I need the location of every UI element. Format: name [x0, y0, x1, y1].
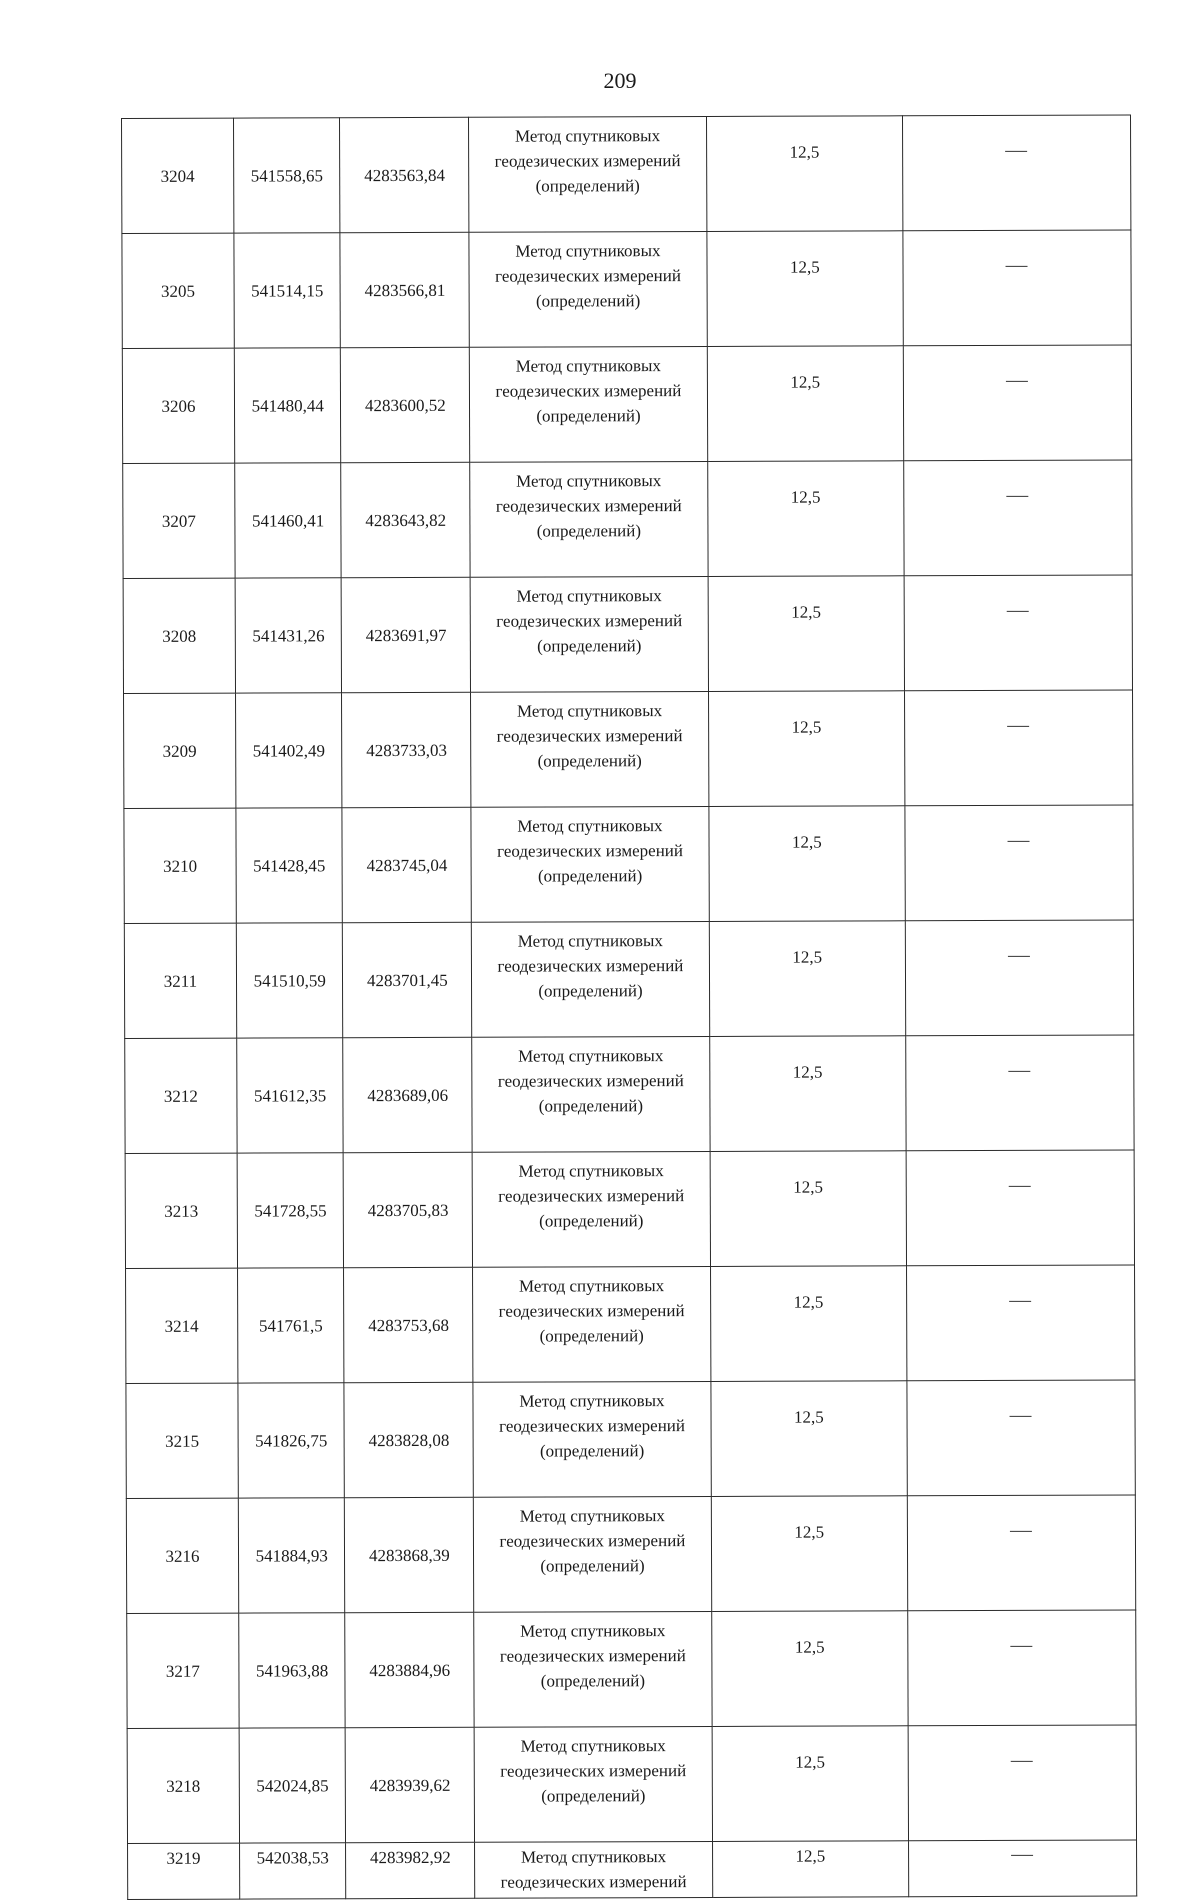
table-row: [126, 1380, 1135, 1499]
coordinate-x-cell: 541963,88: [239, 1613, 346, 1728]
table-row: [124, 690, 1133, 809]
dash-mark: [1011, 1761, 1033, 1762]
method-text-line: Метод спутниковых: [514, 126, 661, 146]
table-row: [128, 1840, 1137, 1900]
method-text-line: геодезических измерений: [499, 1646, 686, 1666]
method-cell: [471, 806, 709, 922]
method-text-line: Метод спутниковых: [520, 1736, 666, 1756]
note-cell: [906, 1150, 1134, 1266]
dash-mark: [1010, 1531, 1032, 1532]
note-cell: [903, 230, 1131, 346]
coordinate-x-cell: 541514,15: [234, 233, 341, 348]
note-cell: [907, 1380, 1135, 1496]
method-text-line: (определений): [536, 521, 642, 541]
coordinate-y-cell: 4283566,81: [340, 232, 469, 347]
method-cell: [470, 346, 708, 462]
accuracy-cell: 12,5: [708, 691, 905, 807]
method-text-line: (определений): [541, 1786, 646, 1806]
method-text-line: геодезических измерений: [499, 1531, 686, 1551]
coordinate-y-cell: 4283939,62: [346, 1727, 475, 1842]
coordinate-y-cell: 4283745,04: [342, 807, 471, 922]
table-row: [122, 230, 1131, 349]
note-cell: [908, 1725, 1136, 1841]
coordinate-y-cell: 4283982,92: [346, 1842, 475, 1898]
method-text-line: геодезических измерений: [500, 1761, 687, 1781]
method-text-line: геодезических измерений: [498, 1186, 685, 1206]
accuracy-cell: 12,5: [706, 116, 903, 232]
method-text-line: Метод спутниковых: [519, 1391, 665, 1411]
dash-mark: [1007, 611, 1029, 612]
accuracy-cell: 12,5: [712, 1726, 909, 1842]
note-cell: [906, 1265, 1134, 1381]
coordinate-y-cell: 4283705,83: [344, 1152, 473, 1267]
method-cell: [473, 1266, 711, 1382]
table-body: [122, 115, 1137, 1900]
method-cell: [474, 1726, 712, 1842]
table-row: [127, 1610, 1136, 1729]
table-row: [126, 1495, 1135, 1614]
note-cell: [905, 920, 1133, 1036]
method-text-line: Метод спутниковых: [517, 816, 663, 836]
accuracy-cell: 12,5: [710, 1266, 907, 1382]
coordinate-y-cell: 4283691,97: [342, 577, 471, 692]
method-cell: [471, 691, 709, 807]
coordinate-x-cell: 542024,85: [239, 1728, 346, 1843]
dash-mark: [1007, 496, 1029, 497]
coordinates-table-wrapper: [121, 114, 1136, 1892]
table-row: [125, 1150, 1134, 1269]
method-cell: [472, 1036, 710, 1152]
coordinate-x-cell: 541612,35: [237, 1038, 344, 1153]
dash-mark: [1006, 381, 1028, 382]
coordinate-y-cell: 4283701,45: [343, 922, 472, 1037]
method-cell: [470, 576, 708, 692]
point-number-cell: 3209: [124, 693, 236, 808]
dash-mark: [1006, 151, 1028, 152]
dash-mark: [1011, 1646, 1033, 1647]
page-number: 209: [603, 68, 637, 93]
method-text-line: (определений): [536, 406, 641, 426]
accuracy-cell: 12,5: [709, 806, 906, 922]
coordinate-x-cell: 541728,55: [237, 1153, 344, 1268]
point-number-cell: 3204: [122, 118, 234, 233]
coordinate-x-cell: 541431,26: [235, 578, 342, 693]
method-cell: [473, 1381, 711, 1497]
note-cell: [909, 1840, 1137, 1897]
table-row: [122, 115, 1131, 234]
method-cell: [472, 1151, 710, 1267]
table-row: [125, 1035, 1134, 1154]
method-cell: [469, 116, 707, 232]
note-cell: [908, 1610, 1136, 1726]
table-row: [123, 460, 1132, 579]
coordinate-y-cell: 4283884,96: [345, 1612, 474, 1727]
method-text-line: Метод спутниковых: [517, 931, 663, 951]
point-number-cell: 3210: [124, 808, 236, 923]
point-number-cell: 3216: [126, 1498, 238, 1613]
coordinate-x-cell: 541428,45: [236, 808, 343, 923]
point-number-cell: 3208: [123, 578, 235, 693]
point-number-cell: 3218: [127, 1728, 239, 1843]
note-cell: [902, 115, 1130, 231]
coordinate-y-cell: 4283563,84: [340, 117, 469, 232]
accuracy-cell: 12,5: [711, 1496, 908, 1612]
accuracy-cell: 12,5: [708, 576, 905, 692]
method-text-line: (определений): [535, 176, 640, 196]
method-text-line: Метод спутниковых: [518, 1046, 664, 1066]
accuracy-cell: 12,5: [707, 346, 904, 462]
method-text-line: (определений): [535, 291, 641, 311]
method-text-line: геодезических измерений: [495, 266, 681, 286]
point-number-cell: 3213: [125, 1153, 237, 1268]
coordinate-y-cell: 4283753,68: [344, 1267, 473, 1382]
dash-mark: [1010, 1416, 1032, 1417]
accuracy-cell: 12,5: [710, 1151, 907, 1267]
dash-mark: [1008, 956, 1030, 957]
method-text-line: (определений): [538, 981, 643, 1001]
coordinate-x-cell: 542038,53: [239, 1843, 346, 1899]
method-text-line: геодезических измерений: [497, 841, 683, 861]
coordinate-x-cell: 541826,75: [238, 1383, 345, 1498]
method-text-line: (определений): [538, 1096, 644, 1116]
method-text-line: (определений): [540, 1556, 645, 1576]
accuracy-cell: 12,5: [707, 461, 904, 577]
point-number-cell: 3217: [127, 1613, 239, 1728]
method-text-line: Метод спутниковых: [516, 471, 662, 491]
note-cell: [905, 805, 1133, 921]
accuracy-cell: 12,5: [709, 1036, 906, 1152]
method-text-line: геодезических измерений: [499, 1416, 686, 1436]
accuracy-cell: 12,5: [712, 1841, 908, 1898]
method-text-line: (определений): [539, 1441, 645, 1461]
method-text-line: Метод спутниковых: [518, 1161, 664, 1181]
method-text-line: геодезических измерений: [495, 381, 682, 401]
method-cell: [469, 231, 707, 347]
method-cell: [470, 461, 708, 577]
method-text-line: Метод спутниковых: [515, 241, 661, 261]
point-number-cell: 3207: [123, 463, 235, 578]
method-text-line: геодезических измерений: [500, 1872, 687, 1892]
method-text-line: геодезических измерений: [496, 611, 683, 631]
method-text-line: геодезических измерений: [498, 1301, 685, 1321]
method-text-line: (определений): [540, 1671, 646, 1691]
method-text-line: геодезических измерений: [494, 151, 681, 171]
coordinate-x-cell: 541460,41: [235, 463, 342, 578]
table-row: [127, 1725, 1136, 1844]
method-cell: [475, 1841, 713, 1898]
point-number-cell: 3212: [125, 1038, 237, 1153]
method-text-line: (определений): [539, 1211, 644, 1231]
table-row: [123, 575, 1132, 694]
method-text-line: геодезических измерений: [497, 956, 684, 976]
dash-mark: [1008, 726, 1030, 727]
coordinate-x-cell: 541480,44: [234, 348, 341, 463]
coordinate-y-cell: 4283689,06: [343, 1037, 472, 1152]
method-text-line: Метод спутниковых: [518, 1276, 665, 1296]
table-row: [124, 920, 1133, 1039]
coordinate-x-cell: 541761,5: [237, 1268, 344, 1383]
method-text-line: Метод спутниковых: [520, 1621, 666, 1641]
method-text-line: Метод спутниковых: [516, 586, 662, 606]
note-cell: [904, 575, 1132, 691]
accuracy-cell: 12,5: [707, 231, 904, 347]
note-cell: [907, 1495, 1135, 1611]
point-number-cell: 3214: [126, 1268, 238, 1383]
method-cell: [474, 1611, 712, 1727]
coordinate-y-cell: 4283643,82: [341, 462, 470, 577]
coordinate-y-cell: 4283600,52: [341, 347, 470, 462]
dash-mark: [1012, 1855, 1034, 1856]
method-cell: [472, 921, 710, 1037]
dash-mark: [1010, 1301, 1032, 1302]
point-number-cell: 3211: [124, 923, 236, 1038]
note-cell: [904, 460, 1132, 576]
coordinate-x-cell: 541884,93: [238, 1498, 345, 1613]
note-cell: [906, 1035, 1134, 1151]
method-text-line: Метод спутниковых: [519, 1506, 665, 1526]
coordinate-x-cell: 541558,65: [233, 118, 340, 233]
point-number-cell: 3219: [128, 1843, 240, 1899]
coordinate-x-cell: 541510,59: [236, 923, 343, 1038]
coordinate-x-cell: 541402,49: [235, 693, 342, 808]
table-row: [124, 805, 1133, 924]
method-cell: [474, 1496, 712, 1612]
point-number-cell: 3206: [122, 348, 234, 463]
note-cell: [903, 345, 1131, 461]
method-text-line: (определений): [537, 636, 642, 656]
method-text-line: (определений): [537, 866, 643, 886]
point-number-cell: 3215: [126, 1383, 238, 1498]
accuracy-cell: 12,5: [709, 921, 906, 1037]
method-text-line: Метод спутниковых: [516, 701, 663, 721]
coordinate-y-cell: 4283828,08: [344, 1382, 473, 1497]
coordinate-y-cell: 4283868,39: [345, 1497, 474, 1612]
method-text-line: Метод спутниковых: [520, 1847, 667, 1867]
dash-mark: [1009, 1186, 1031, 1187]
table-row: [122, 345, 1131, 464]
note-cell: [904, 690, 1132, 806]
point-number-cell: 3205: [122, 233, 234, 348]
accuracy-cell: 12,5: [711, 1381, 908, 1497]
method-text-line: (определений): [537, 751, 642, 771]
dash-mark: [1009, 1071, 1031, 1072]
coordinate-y-cell: 4283733,03: [342, 692, 471, 807]
coordinates-table: [121, 114, 1137, 1900]
dash-mark: [1008, 841, 1030, 842]
method-text-line: геодезических измерений: [497, 1071, 684, 1091]
method-text-line: Метод спутниковых: [515, 356, 661, 376]
method-text-line: геодезических измерений: [495, 496, 682, 516]
dash-mark: [1006, 266, 1028, 267]
table-row: [126, 1265, 1135, 1384]
method-text-line: (определений): [539, 1326, 644, 1346]
method-text-line: геодезических измерений: [496, 726, 683, 746]
accuracy-cell: 12,5: [711, 1611, 908, 1727]
